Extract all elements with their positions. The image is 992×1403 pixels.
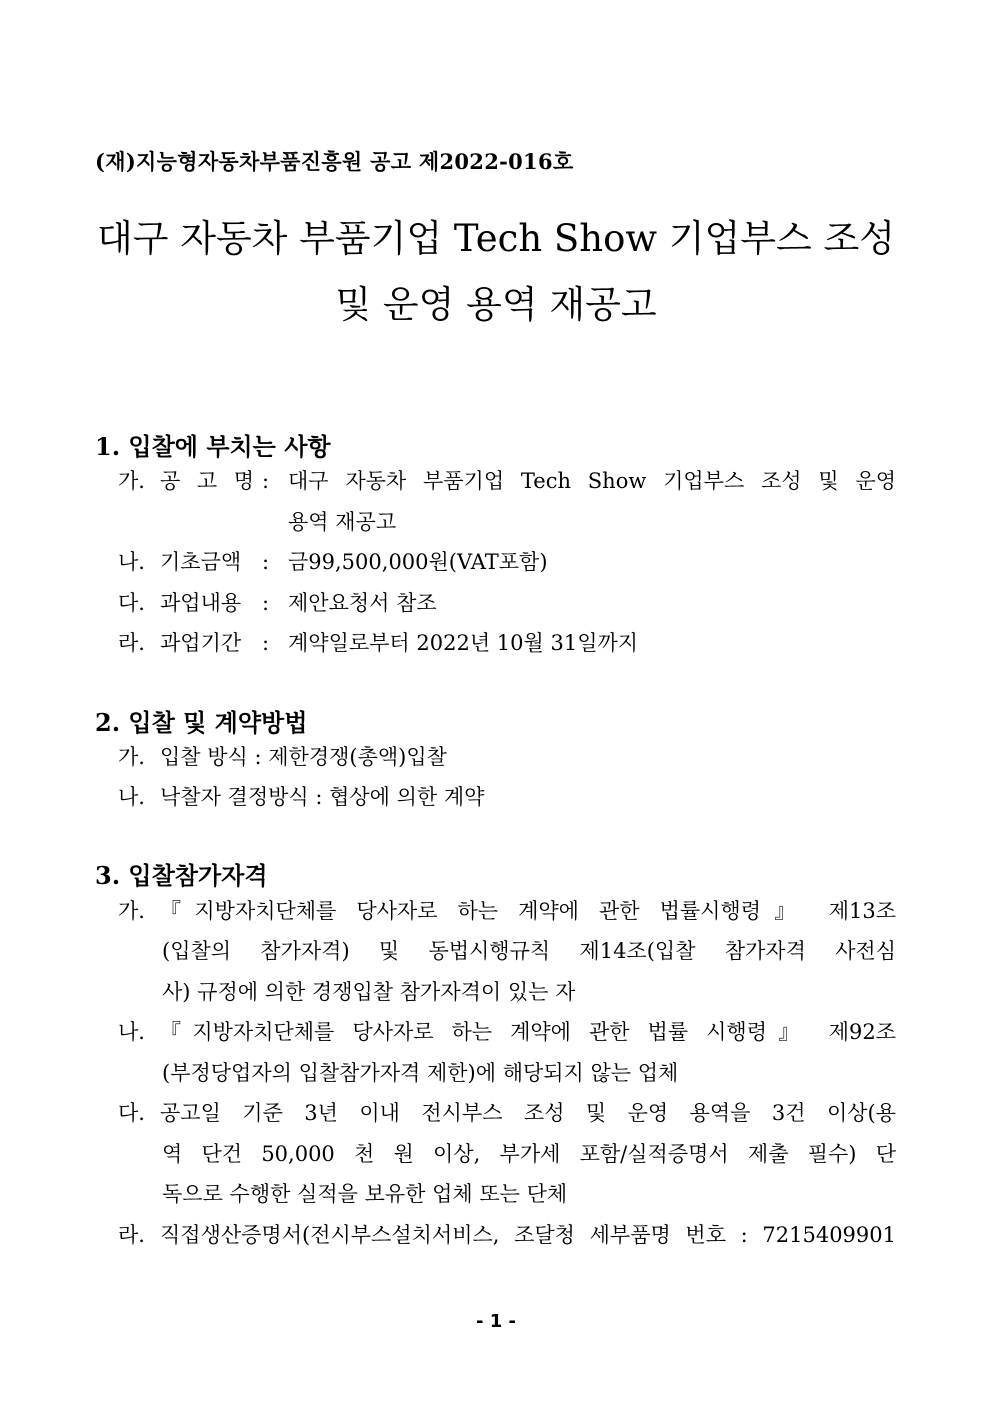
document-title-line-1: 대구 자동차 부품기업 Tech Show 기업부스 조성 — [96, 217, 896, 260]
section-1-item-c-value: 제안요청서 참조 — [288, 591, 437, 615]
section-3-item-c-marker: 다. — [118, 1101, 145, 1125]
section-1-item-d-label: 과업기간 — [160, 631, 242, 655]
section-3-item-b-line-2: (부정당업자의 입찰참가자격 제한)에 해당되지 않는 업체 — [162, 1061, 679, 1085]
section-3-item-b-line-1: 『지방자치단체를 당사자로 하는 계약에 관한 법률 시행령』 제92조 — [160, 1020, 896, 1044]
page-number: - 1 - — [476, 1311, 516, 1332]
section-3-item-c-line-3: 독으로 수행한 실적을 보유한 업체 또는 단체 — [162, 1182, 568, 1206]
section-2-item-b-marker: 나. — [118, 785, 145, 809]
section-1-item-a-sep: : — [262, 469, 270, 493]
section-1-item-a-marker: 가. — [118, 469, 145, 493]
section-1-item-b-value: 금99,500,000원(VAT포함) — [288, 550, 548, 574]
section-1-item-b-marker: 나. — [118, 550, 145, 574]
section-1-item-c-marker: 다. — [118, 591, 145, 615]
section-1-item-b-label: 기초금액 — [160, 550, 242, 574]
section-2-item-a-text: 입찰 방식 : 제한경쟁(총액)입찰 — [160, 745, 447, 769]
section-1-item-c-label: 과업내용 — [160, 591, 242, 615]
section-1-item-c-sep: : — [262, 591, 270, 615]
section-3-item-a-line-1: 『지방자치단체를 당사자로 하는 계약에 관한 법률시행령』 제13조 — [160, 899, 896, 923]
document-title-line-2: 및 운영 용역 재공고 — [335, 283, 657, 326]
section-1-item-d-marker: 라. — [118, 631, 145, 655]
section-3-item-d-marker: 라. — [118, 1223, 145, 1247]
section-3-item-b-marker: 나. — [118, 1020, 145, 1044]
section-1-item-a-label: 공 고 명 — [160, 469, 254, 493]
section-1-item-d-sep: : — [262, 631, 270, 655]
section-heading-1: 1. 입찰에 부치는 사항 — [95, 432, 331, 461]
section-3-item-c-line-1: 공고일 기준 3년 이내 전시부스 조성 및 운영 용역을 3건 이상(용 — [160, 1101, 896, 1125]
section-3-item-a-line-2: (입찰의 참가자격) 및 동법시행규칙 제14조(입찰 참가자격 사전심 — [162, 939, 896, 963]
section-3-item-d-line-1: 직접생산증명서(전시부스설치서비스, 조달청 세부품명 번호 : 7215409901 — [160, 1223, 896, 1247]
notice-number: (재)지능형자동차부품진흥원 공고 제2022-016호 — [95, 149, 574, 174]
section-3-item-c-line-2: 역 단건 50,000 천 원 이상, 부가세 포함/실적증명서 제출 필수) 단 — [162, 1142, 896, 1166]
section-3-item-a-line-3: 사) 규정에 의한 경쟁입찰 참가자격이 있는 자 — [162, 980, 576, 1004]
section-2-item-b-text: 낙찰자 결정방식 : 협상에 의한 계약 — [160, 785, 485, 809]
section-1-item-d-value: 계약일로부터 2022년 10월 31일까지 — [288, 631, 639, 655]
section-1-item-a-value-cont: 용역 재공고 — [288, 510, 397, 534]
section-1-item-a-value: 대구 자동차 부품기업 Tech Show 기업부스 조성 및 운영 — [288, 469, 896, 493]
section-3-item-a-marker: 가. — [118, 899, 145, 923]
section-2-item-a-marker: 가. — [118, 745, 145, 769]
section-1-item-b-sep: : — [262, 550, 270, 574]
section-heading-2: 2. 입찰 및 계약방법 — [95, 708, 308, 737]
section-heading-3: 3. 입찰참가자격 — [95, 861, 268, 890]
